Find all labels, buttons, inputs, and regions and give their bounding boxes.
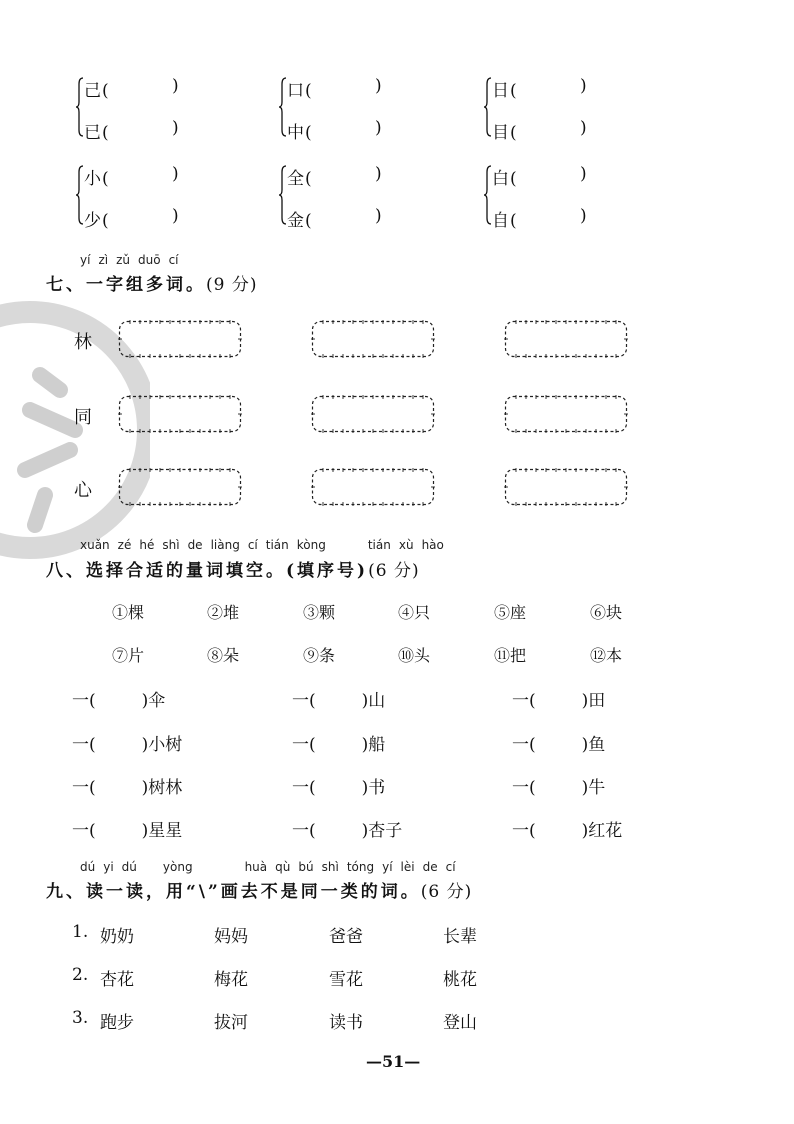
pair-char: 口 — [287, 81, 304, 101]
measure-word-blank[interactable] — [72, 686, 165, 711]
section9-heading — [46, 877, 472, 902]
paren-open: ( — [305, 211, 312, 231]
word-row-number: 1. — [72, 922, 89, 942]
word-answer-box[interactable] — [118, 320, 242, 358]
blank-noun: 星星 — [148, 821, 183, 841]
blank-prefix: 一( — [512, 735, 536, 755]
section8-pinyin — [80, 538, 452, 552]
blank-noun: 红花 — [588, 821, 623, 841]
blank-noun: 小树 — [148, 735, 183, 755]
pinyin-syllable: qù — [275, 860, 291, 874]
paren-open: ( — [305, 169, 312, 189]
word-choice[interactable]: 登山 — [443, 1013, 477, 1033]
pinyin-syllable: tóng — [346, 860, 375, 874]
pair-char: 已 — [84, 123, 101, 143]
blank-prefix: 一( — [292, 778, 316, 798]
pair-row — [287, 76, 382, 101]
pinyin-syllable: bú — [298, 860, 314, 874]
blank-noun: 伞 — [148, 691, 166, 711]
blank-prefix: 一( — [72, 735, 96, 755]
measure-word-blank[interactable] — [512, 686, 605, 711]
section9-pinyin — [80, 860, 464, 874]
pinyin-syllable: huà — [244, 860, 268, 874]
pair-char: 全 — [287, 169, 304, 189]
measure-word-blank[interactable] — [292, 816, 402, 841]
measure-word-blank[interactable] — [72, 773, 182, 798]
word-choice[interactable]: 杏花 — [100, 970, 134, 990]
measure-word-option: ①棵 — [112, 603, 145, 622]
pinyin-syllable: yí — [80, 253, 91, 267]
paren-open: ( — [305, 123, 312, 143]
paren-open: ( — [102, 169, 109, 189]
word-answer-box[interactable] — [118, 395, 242, 433]
pair-char: 己 — [84, 81, 101, 101]
brace-icon — [279, 164, 287, 226]
pinyin-syllable: yí — [382, 860, 393, 874]
paren-open: ( — [102, 81, 109, 101]
word-answer-box[interactable] — [311, 395, 435, 433]
blank-prefix: 一( — [72, 691, 96, 711]
word-choice[interactable]: 拔河 — [214, 1013, 248, 1033]
blank-close: ) — [141, 735, 149, 755]
word-row-number: 2. — [72, 965, 89, 985]
pinyin-syllable: yòng — [162, 860, 193, 874]
brace-icon — [484, 76, 492, 138]
pinyin-syllable: tián — [265, 538, 289, 552]
pair-row — [492, 206, 587, 231]
blank-noun: 树林 — [148, 778, 183, 798]
word-choice[interactable]: 读书 — [329, 1013, 363, 1033]
pinyin-syllable: shì — [321, 860, 339, 874]
section8-title: 八、选择合适的量词填空。(填序号) — [46, 561, 369, 581]
paren-open: ( — [102, 123, 109, 143]
blank-noun: 杏子 — [368, 821, 403, 841]
pinyin-syllable: zé — [117, 538, 132, 552]
blank-noun: 山 — [368, 691, 386, 711]
blank-prefix: 一( — [512, 778, 536, 798]
paren-close: ) — [375, 164, 382, 184]
paren-open: ( — [510, 211, 517, 231]
paren-open: ( — [305, 81, 312, 101]
pinyin-syllable: hào — [421, 538, 444, 552]
pair-char: 金 — [287, 211, 304, 231]
word-choice[interactable]: 妈妈 — [214, 927, 248, 947]
blank-close: ) — [581, 821, 589, 841]
blank-close: ) — [361, 778, 369, 798]
measure-word-blank[interactable] — [512, 816, 622, 841]
pinyin-syllable: dú — [121, 860, 137, 874]
pinyin-syllable: tián — [367, 538, 391, 552]
pinyin-syllable: hé — [139, 538, 155, 552]
pinyin-syllable: liàng — [210, 538, 240, 552]
pair-row — [492, 118, 587, 143]
char-pair — [484, 74, 664, 144]
pair-row — [84, 118, 179, 143]
measure-word-option: ③颗 — [303, 603, 336, 622]
blank-noun: 牛 — [588, 778, 606, 798]
paren-open: ( — [102, 211, 109, 231]
word-choice[interactable]: 爸爸 — [329, 927, 363, 947]
pair-row — [492, 76, 587, 101]
pair-char: 中 — [287, 123, 304, 143]
measure-word-option: ⑨条 — [303, 646, 336, 665]
brace-icon — [279, 76, 287, 138]
word-choice[interactable]: 雪花 — [329, 970, 363, 990]
paren-open: ( — [510, 81, 517, 101]
pinyin-syllable: shì — [162, 538, 180, 552]
pinyin-syllable: lèi — [400, 860, 415, 874]
char-pair — [76, 162, 256, 232]
word-answer-box[interactable] — [504, 395, 628, 433]
brace-icon — [76, 164, 84, 226]
measure-word-option: ⑫本 — [590, 646, 623, 665]
measure-word-blank[interactable] — [292, 773, 385, 798]
measure-word-option: ⑪把 — [494, 646, 527, 665]
blank-noun: 书 — [368, 778, 386, 798]
section7-char: 同 — [74, 407, 92, 428]
section7-score: (9 分) — [206, 275, 258, 295]
section7-char: 林 — [74, 332, 92, 353]
char-pair — [279, 74, 459, 144]
paren-close: ) — [172, 164, 179, 184]
word-answer-box[interactable] — [311, 468, 435, 506]
measure-word-blank[interactable] — [72, 816, 182, 841]
pinyin-syllable: cí — [445, 860, 456, 874]
blank-noun: 鱼 — [588, 735, 606, 755]
pinyin-syllable: de — [187, 538, 203, 552]
pair-row — [287, 164, 382, 189]
paren-close: ) — [375, 76, 382, 96]
section7-heading — [46, 270, 257, 295]
measure-word-option: ⑦片 — [112, 646, 145, 665]
paren-close: ) — [580, 206, 587, 226]
word-choice[interactable]: 长辈 — [443, 927, 477, 947]
measure-word-option: ⑧朵 — [207, 646, 240, 665]
word-answer-box[interactable] — [504, 468, 628, 506]
section7-char: 心 — [74, 480, 92, 501]
pair-char: 日 — [492, 81, 509, 101]
measure-word-blank[interactable] — [512, 730, 605, 755]
pair-char: 自 — [492, 211, 509, 231]
word-answer-box[interactable] — [504, 320, 628, 358]
blank-close: ) — [581, 778, 589, 798]
section9-score: (6 分) — [420, 882, 473, 902]
measure-word-option: ④只 — [398, 603, 431, 622]
word-choice[interactable]: 奶奶 — [100, 927, 134, 947]
pinyin-syllable: zì — [98, 253, 109, 267]
pinyin-syllable: dú — [80, 860, 96, 874]
pinyin-syllable: xù — [398, 538, 414, 552]
blank-noun: 船 — [368, 735, 386, 755]
blank-prefix: 一( — [72, 821, 96, 841]
char-pair — [484, 162, 664, 232]
pair-row — [84, 206, 179, 231]
pair-char: 小 — [84, 169, 101, 189]
pair-char: 少 — [84, 211, 101, 231]
paren-close: ) — [580, 164, 587, 184]
measure-word-blank[interactable] — [292, 686, 385, 711]
blank-prefix: 一( — [512, 691, 536, 711]
pair-row — [492, 164, 587, 189]
pair-row — [287, 206, 382, 231]
word-choice[interactable]: 跑步 — [100, 1013, 134, 1033]
measure-word-option: ②堆 — [207, 603, 240, 622]
page-number: —51— — [366, 1052, 421, 1071]
section7-pinyin — [80, 253, 187, 267]
word-answer-box[interactable] — [311, 320, 435, 358]
blank-prefix: 一( — [292, 821, 316, 841]
brace-icon — [484, 164, 492, 226]
word-answer-box[interactable] — [118, 468, 242, 506]
section7-title: 七、一字组多词。 — [46, 275, 206, 295]
char-pair — [279, 162, 459, 232]
pinyin-syllable: de — [422, 860, 438, 874]
paren-close: ) — [172, 76, 179, 96]
blank-noun: 田 — [588, 691, 606, 711]
paren-close: ) — [375, 118, 382, 138]
pair-row — [84, 76, 179, 101]
brace-icon — [76, 76, 84, 138]
pinyin-syllable: yi — [103, 860, 114, 874]
paren-close: ) — [172, 118, 179, 138]
pair-char: 目 — [492, 123, 509, 143]
pair-row — [287, 118, 382, 143]
paren-close: ) — [375, 206, 382, 226]
word-choice[interactable]: 桃花 — [443, 970, 477, 990]
blank-close: ) — [361, 821, 369, 841]
blank-close: ) — [581, 735, 589, 755]
measure-word-blank[interactable] — [512, 773, 605, 798]
measure-word-option: ⑥块 — [590, 603, 623, 622]
pair-char: 白 — [492, 169, 509, 189]
pinyin-syllable: cí — [168, 253, 179, 267]
char-pair — [76, 74, 256, 144]
word-row-number: 3. — [72, 1008, 89, 1028]
blank-close: ) — [361, 735, 369, 755]
pair-row — [84, 164, 179, 189]
blank-close: ) — [141, 691, 149, 711]
pinyin-syllable: xuǎn — [80, 538, 110, 552]
pinyin-syllable: kòng — [296, 538, 326, 552]
blank-close: ) — [581, 691, 589, 711]
blank-close: ) — [141, 821, 149, 841]
measure-word-option: ⑤座 — [494, 603, 527, 622]
paren-open: ( — [510, 169, 517, 189]
blank-close: ) — [361, 691, 369, 711]
section9-title: 九、读一读，用“\”画去不是同一类的词。 — [46, 882, 421, 902]
section8-score: (6 分) — [368, 561, 420, 581]
blank-prefix: 一( — [72, 778, 96, 798]
measure-word-blank[interactable] — [292, 730, 385, 755]
measure-word-blank[interactable] — [72, 730, 182, 755]
pinyin-syllable: cí — [247, 538, 258, 552]
blank-close: ) — [141, 778, 149, 798]
word-choice[interactable]: 梅花 — [214, 970, 248, 990]
paren-open: ( — [510, 123, 517, 143]
measure-word-option: ⑩头 — [398, 646, 431, 665]
paren-close: ) — [580, 118, 587, 138]
blank-prefix: 一( — [292, 691, 316, 711]
section8-heading — [46, 556, 420, 581]
blank-prefix: 一( — [512, 821, 536, 841]
paren-close: ) — [172, 206, 179, 226]
paren-close: ) — [580, 76, 587, 96]
pinyin-syllable: duō — [137, 253, 161, 267]
blank-prefix: 一( — [292, 735, 316, 755]
pinyin-syllable: zǔ — [116, 253, 130, 267]
